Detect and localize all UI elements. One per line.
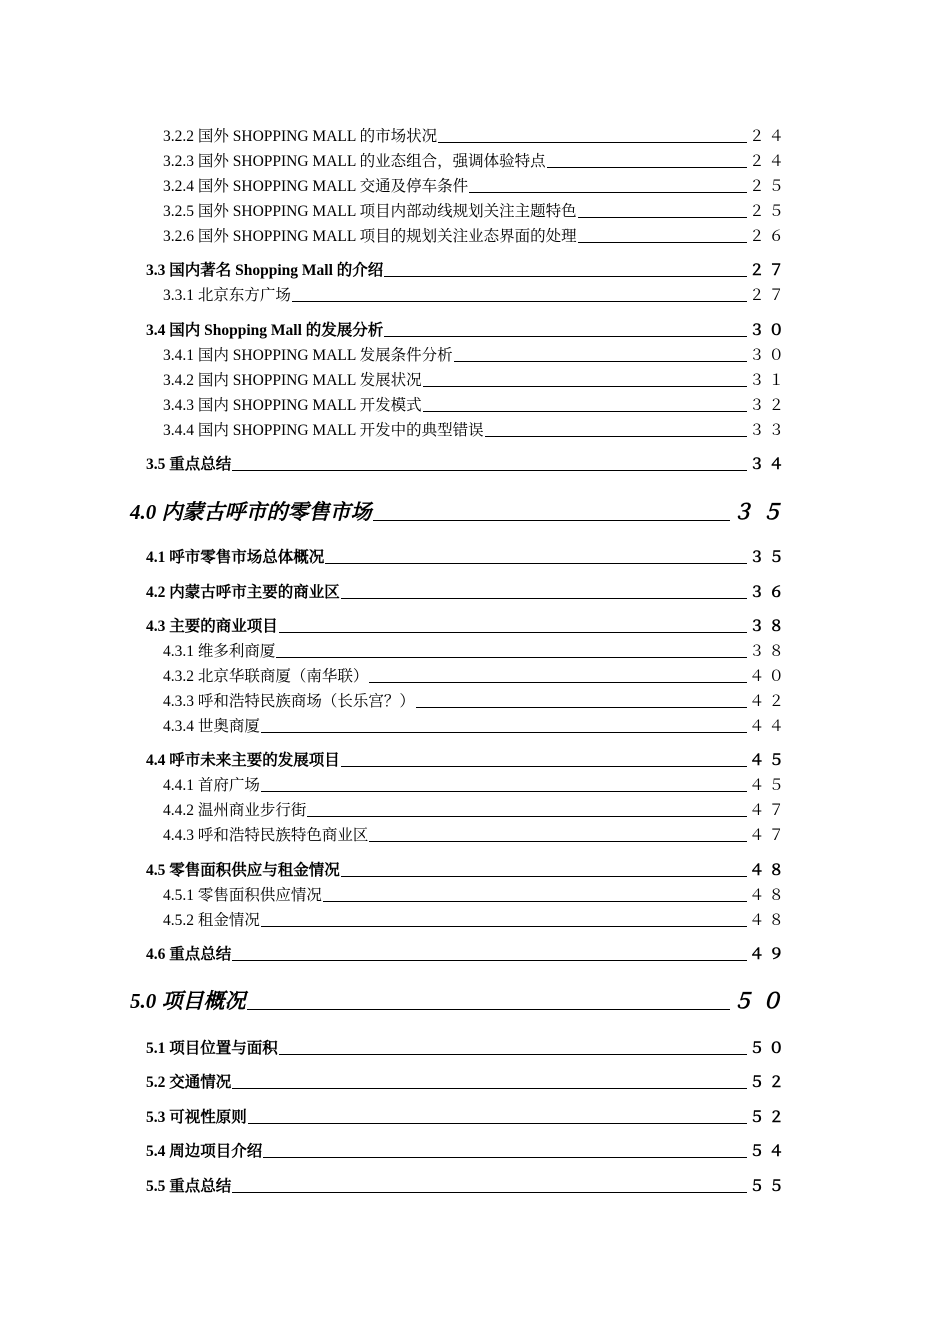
toc-leader-line <box>276 657 747 658</box>
toc-section-entry[interactable] <box>146 583 788 603</box>
toc-leader-line <box>323 901 747 902</box>
toc-entry[interactable] <box>163 826 788 846</box>
toc-chapter-title: 4.0 内蒙古呼市的零售市场 <box>130 500 372 524</box>
toc-leader-line <box>578 217 747 218</box>
toc-entry-title: 3.2.2 国外 SHOPPING MALL 的市场状况 <box>163 128 438 145</box>
toc-leader-line <box>232 1088 747 1089</box>
toc-leader-line <box>454 361 747 362</box>
toc-section-entry[interactable] <box>146 1039 788 1059</box>
toc-entry-title: 3.4.3 国内 SHOPPING MALL 开发模式 <box>163 397 422 414</box>
toc-page-number: ４７ <box>748 827 788 844</box>
toc-entry-title: 4.4.2 温州商业步行街 <box>163 802 307 819</box>
toc-entry-title: 4.3.3 呼和浩特民族商场（长乐宫？） <box>163 693 415 710</box>
toc-page-number: ３３ <box>748 422 788 439</box>
toc-entry-title: 4.5 零售面积供应与租金情况 <box>146 862 340 879</box>
toc-leader-line <box>416 707 747 708</box>
toc-entry[interactable] <box>163 667 788 687</box>
toc-entry-title: 3.2.5 国外 SHOPPING MALL 项目内部动线规划关注主题特色 <box>163 203 577 220</box>
toc-chapter-entry[interactable] <box>130 987 790 1015</box>
toc-entry[interactable] <box>163 396 788 416</box>
toc-page-number: ２５ <box>748 203 788 220</box>
toc-entry-title: 4.5.1 零售面积供应情况 <box>163 887 322 904</box>
toc-section-entry[interactable] <box>146 548 788 568</box>
toc-page-number: ２７ <box>748 262 788 279</box>
toc-page-number: ４５ <box>748 777 788 794</box>
toc-page-number: ４４ <box>748 718 788 735</box>
toc-section-entry[interactable] <box>146 617 788 637</box>
toc-page-number: ５０ <box>732 989 790 1013</box>
toc-leader-line <box>247 1009 731 1010</box>
toc-entry-title: 5.2 交通情况 <box>146 1074 232 1091</box>
toc-leader-line <box>547 167 747 168</box>
toc-page-number: ３１ <box>748 372 788 389</box>
toc-leader-line <box>263 1157 747 1158</box>
toc-entry-title: 3.2.6 国外 SHOPPING MALL 项目的规划关注业态界面的处理 <box>163 228 577 245</box>
toc-entry[interactable] <box>163 776 788 796</box>
toc-entry-title: 3.4.4 国内 SHOPPING MALL 开发中的典型错误 <box>163 422 484 439</box>
toc-entry-title: 3.3 国内著名 Shopping Mall 的介绍 <box>146 262 384 279</box>
toc-leader-line <box>423 386 747 387</box>
toc-page-number: ５４ <box>748 1143 788 1160</box>
toc-entry-title: 4.4.3 呼和浩特民族特色商业区 <box>163 827 369 844</box>
toc-page-number: ５５ <box>748 1178 788 1195</box>
toc-section-entry[interactable] <box>146 1177 788 1197</box>
toc-leader-line <box>485 436 747 437</box>
toc-leader-line <box>279 632 747 633</box>
toc-entry-title: 4.3.2 北京华联商厦（南华联） <box>163 668 369 685</box>
toc-page-number: ３５ <box>732 500 790 524</box>
toc-leader-line <box>578 242 747 243</box>
toc-page-number: ４８ <box>748 887 788 904</box>
toc-leader-line <box>469 192 747 193</box>
toc-leader-line <box>292 301 747 302</box>
toc-section-entry[interactable] <box>146 261 788 281</box>
toc-entry-title: 4.5.2 租金情况 <box>163 912 260 929</box>
toc-entry-title: 5.1 项目位置与面积 <box>146 1040 278 1057</box>
toc-page-number: ４８ <box>748 912 788 929</box>
toc-entry[interactable] <box>163 642 788 662</box>
toc-entry[interactable] <box>163 421 788 441</box>
toc-page-number: ３０ <box>748 322 788 339</box>
toc-leader-line <box>373 520 731 521</box>
toc-entry-title: 3.3.1 北京东方广场 <box>163 287 291 304</box>
toc-leader-line <box>341 766 747 767</box>
toc-section-entry[interactable] <box>146 861 788 881</box>
toc-page-number: ２４ <box>748 128 788 145</box>
toc-entry[interactable] <box>163 346 788 366</box>
toc-chapter-title: 5.0 项目概况 <box>130 989 246 1013</box>
toc-leader-line <box>384 336 747 337</box>
toc-entry-title: 5.3 可视性原则 <box>146 1109 247 1126</box>
toc-page-number: ３６ <box>748 584 788 601</box>
toc-page-number: ５２ <box>748 1074 788 1091</box>
toc-entry-title: 3.4 国内 Shopping Mall 的发展分析 <box>146 322 384 339</box>
toc-entry[interactable] <box>163 371 788 391</box>
toc-section-entry[interactable] <box>146 945 788 965</box>
toc-entry[interactable] <box>163 886 788 906</box>
toc-entry-title: 4.1 呼市零售市场总体概况 <box>146 549 325 566</box>
toc-page-number: ３８ <box>748 618 788 635</box>
toc-page-number: ２４ <box>748 153 788 170</box>
toc-entry[interactable] <box>163 177 788 197</box>
toc-entry-title: 4.4.1 首府广场 <box>163 777 260 794</box>
toc-page-number: ４５ <box>748 752 788 769</box>
toc-entry-title: 3.4.1 国内 SHOPPING MALL 发展条件分析 <box>163 347 453 364</box>
toc-entry-title: 4.3.1 维多利商厦 <box>163 643 276 660</box>
toc-leader-line <box>369 682 747 683</box>
toc-page-number: ４２ <box>748 693 788 710</box>
toc-entry-title: 3.2.4 国外 SHOPPING MALL 交通及停车条件 <box>163 178 469 195</box>
toc-page-number: ２６ <box>748 228 788 245</box>
toc-entry[interactable] <box>163 911 788 931</box>
toc-entry[interactable] <box>163 202 788 222</box>
toc-leader-line <box>438 142 747 143</box>
toc-leader-line <box>232 960 747 961</box>
toc-entry-title: 4.6 重点总结 <box>146 946 232 963</box>
toc-entry-title: 4.3.4 世奥商厦 <box>163 718 260 735</box>
toc-page-number: ５０ <box>748 1040 788 1057</box>
toc-leader-line <box>261 791 747 792</box>
toc-entry-title: 4.3 主要的商业项目 <box>146 618 278 635</box>
toc-section-entry[interactable] <box>146 1108 788 1128</box>
toc-page-number: ４８ <box>748 862 788 879</box>
toc-leader-line <box>384 276 747 277</box>
toc-page-number: ２５ <box>748 178 788 195</box>
toc-section-entry[interactable] <box>146 1073 788 1093</box>
toc-entry-title: 3.4.2 国内 SHOPPING MALL 发展状况 <box>163 372 422 389</box>
toc-leader-line <box>307 816 747 817</box>
toc-entry[interactable] <box>163 127 788 147</box>
toc-leader-line <box>261 926 747 927</box>
toc-section-entry[interactable] <box>146 321 788 341</box>
toc-entry-title: 4.4 呼市未来主要的发展项目 <box>146 752 340 769</box>
toc-entry[interactable] <box>163 286 788 306</box>
toc-page-number: ３５ <box>748 549 788 566</box>
toc-entry-title: 3.2.3 国外 SHOPPING MALL 的业态组合，强调体验特点 <box>163 153 546 170</box>
toc-leader-line <box>279 1054 747 1055</box>
toc-entry-title: 4.2 内蒙古呼市主要的商业区 <box>146 584 340 601</box>
toc-leader-line <box>248 1123 747 1124</box>
toc-page-number: ３４ <box>748 456 788 473</box>
toc-section-entry[interactable] <box>146 1142 788 1162</box>
toc-entry[interactable] <box>163 227 788 247</box>
toc-page-number: ４９ <box>748 946 788 963</box>
toc-entry[interactable] <box>163 717 788 737</box>
toc-page-number: ２７ <box>748 287 788 304</box>
toc-leader-line <box>232 470 747 471</box>
toc-page-number: ３８ <box>748 643 788 660</box>
toc-page-number: ５２ <box>748 1109 788 1126</box>
toc-entry-title: 5.5 重点总结 <box>146 1178 232 1195</box>
toc-chapter-entry[interactable] <box>130 498 790 526</box>
toc-section-entry[interactable] <box>146 751 788 771</box>
toc-page-number: ３０ <box>748 347 788 364</box>
toc-leader-line <box>261 732 747 733</box>
toc-leader-line <box>232 1192 747 1193</box>
toc-entry[interactable] <box>163 801 788 821</box>
toc-section-entry[interactable] <box>146 455 788 475</box>
toc-leader-line <box>341 598 747 599</box>
toc-page-number: ４７ <box>748 802 788 819</box>
toc-entry[interactable] <box>163 692 788 712</box>
toc-page-number: ４０ <box>748 668 788 685</box>
toc-page-number: ３２ <box>748 397 788 414</box>
toc-leader-line <box>325 563 747 564</box>
toc-leader-line <box>341 876 747 877</box>
toc-leader-line <box>423 411 747 412</box>
toc-entry-title: 5.4 周边项目介绍 <box>146 1143 263 1160</box>
toc-leader-line <box>369 841 747 842</box>
toc-entry[interactable] <box>163 152 788 172</box>
toc-entry-title: 3.5 重点总结 <box>146 456 232 473</box>
